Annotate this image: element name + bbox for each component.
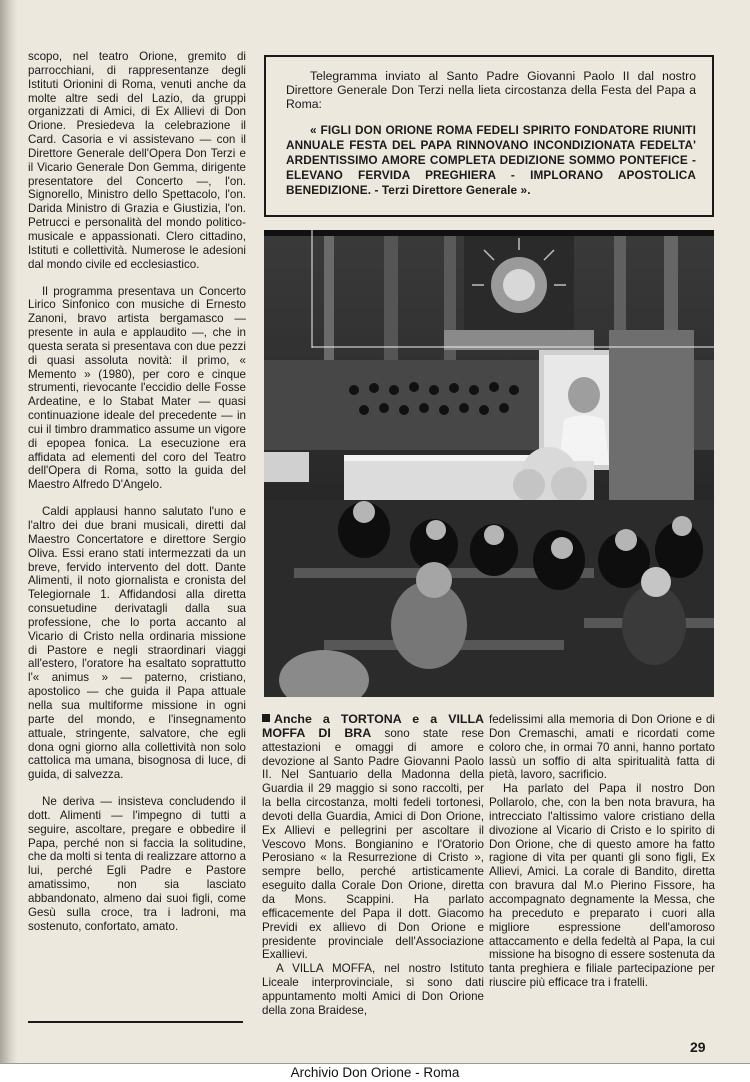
left-column [28,50,246,946]
concert-photo [264,230,714,697]
column-end-rule [28,1021,243,1023]
church-concert-illustration [264,230,714,697]
middle-column [262,713,484,1018]
left-paragraph-3: Caldi applausi hanno salutato l'uno e l'altro dei due brani musicali, diretti dal Maestro Concertatore e direttore Sergio Oliva. Essi erano stati intermezzati da un breve, fervido intervento del dott. Dante Alimenti, il noto giornalista e cronista del Telegiornale 1. Affidandosi alla diretta consuetudine derivatagli dalla sua professione, che lo porta accanto al Vicario di Cristo nella ordinaria missione di Pastore e negli straordinari viaggi all'estero, l'oratore ha esaltato soprattutto l'« animus » — paterno, cristiano, apostolico — che guida il Papa attuale nella sua multiforme missione in ogni parte del mondo, e l'insegnamento attuale, stringente, salvatore, che egli dona ogni giorno alla collettività non solo cattolica ma umana, bisognosa di luce, di guida, di salvezza. [28,505,246,782]
right-paragraph-2: Ha parlato del Papa il nostro Don Pollarolo, che, con la ben nota bravura, ha intrecciato l'altissimo valore cristiano della divozione al Vicario di Cristo e lo spirito di Don Orione, che di questo amore ha fatto ragione di vita per quanti gli sono figli, Ex Allievi, Amici. La corale di Bandito, diretta con bravura dal M.o Pierino Fissore, ha accompagnato degnamente la Messa, che ha preceduto e preparato i cuori alla migliore espressione dell'amoroso attaccamento e della fedeltà al Papa, la cui missione ha bisogno di essere sostenuta da tanta preghiera e filiale partecipazione per riuscire più efficace tra i fratelli. [489,782,715,990]
paragraph-marker-icon [262,714,270,722]
right-column [489,713,715,990]
binding-shadow [0,0,18,1081]
page-number: 29 [690,1039,706,1055]
telegram-text: « FIGLI DON ORIONE ROMA FEDELI SPIRITO FONDATORE RIUNITI ANNUALE FESTA DEL PAPA RINNOVANO INCONDIZIONATA FEDELTA' ARDENTISSIMO AMORE COMPLETA DEDIZIONE SOMMO PONTEFICE - ELEVANO FERVIDA PREGHIERA - IMPLORANO APOSTOLICA BENEDIZIONE. - Terzi Direttore Generale ». [286,123,696,197]
telegram-box [264,55,714,217]
middle-paragraph-1-text: sono state rese attestazioni e omaggi di amore e devozione al Santo Padre Giovanni Paolo II. Nel Santuario della Madonna della Guardia il 29 maggio si sono raccolti, per la bella circostanza, molti fedeli tortonesi, devoti della Guardia, Amici di Don Orione, Ex Allievi e pellegrini per ascoltare il Vescovo Mons. Bongianino e l'Oratorio Perosiano « la Resurrezione di Cristo », sempre bello, perché artisticamente eseguito dalla Corale Don Orione, diretta da Mons. Scappini. Ha parlato efficacemente del Papa il dott. Giacomo Previdi ex allievo di Don Orione e presidente provinciale dell'Associazione Exallievi. [262,726,484,962]
middle-paragraph-1 [262,713,484,962]
left-paragraph-2: Il programma presentava un Concerto Lirico Sinfonico con musiche di Ernesto Zanoni, bravo artista bergamasco — presente in aula e applaudito —, che in questa serata si presentava con due pezzi di quasi assoluta novità: il primo, « Memento » (1980), per coro e cinque strumenti, rievocante l'eccidio delle Fosse Ardeatine, e lo Stabat Mater — quasi continuazione ideale del precedente — in cui il timbro drammatico assume un vigore di epopea fonica. La esecuzione era affidata ad elementi del coro del Teatro dell'Opera di Roma, sotto la guida del Maestro Alfredo D'Angelo. [28,284,246,492]
telegram-intro: Telegramma inviato al Santo Padre Giovanni Paolo II dal nostro Direttore Generale Don Terzi nella lieta circostanza della Festa del Papa a Roma: [286,69,696,111]
right-paragraph-1: fedelissimi alla memoria di Don Orione e di Don Cremaschi, amati e ricordati come coloro che, in ormai 70 anni, hanno portato lassù un soffio di alta spiritualità fatta di pietà, lavoro, sacrificio. [489,713,715,782]
middle-lead: Anche a TORTONA e a VILLA MOFFA DI BRA [262,712,484,740]
middle-paragraph-2: A VILLA MOFFA, nel nostro Istituto Liceale interprovinciale, si sono dati appuntamento molti Amici di Don Orione della zona Braidese, [262,962,484,1017]
left-paragraph-1: scopo, nel teatro Orione, gremito di parrocchiani, di rappresentanze degli Istituti Orionini di Roma, venuti anche da molte altre sedi del Lazio, da gruppi organizzati di Amici, di Ex Allievi di Don Orione. Presiedeva la celebrazione il Card. Casoria e vi assistevano — con il Direttore Generale dell'Opera Don Terzi e il Vicario Generale Don Gemma, dirigente presentatore del Concerto —, l'on. Signorello, Ministro dello Spettacolo, l'on. Darida Ministro di Grazia e Giustizia, l'on. Petrucci e personalità del mondo politico-musicale e appassionati. Clero cittadino, Istituti e collettività. Numerose le adesioni dal mondo civile ed ecclesiastico. [28,50,246,271]
left-paragraph-4: Ne deriva — insisteva concludendo il dott. Alimenti — l'impegno di tutti a seguire, ascoltare, pregare e obbedire il Papa, perché non si faccia la solitudine, che da molti si tenta di realizzare attorno a lui, perché Egli Padre e Pastore amatissimo, non sia lasciato abbandonato, almeno dai suoi figli, come Gesù sulla croce, tra i ladroni, ma sostenuto, confortato, amato. [28,795,246,933]
archive-footer: Archivio Don Orione - Roma [0,1063,750,1082]
